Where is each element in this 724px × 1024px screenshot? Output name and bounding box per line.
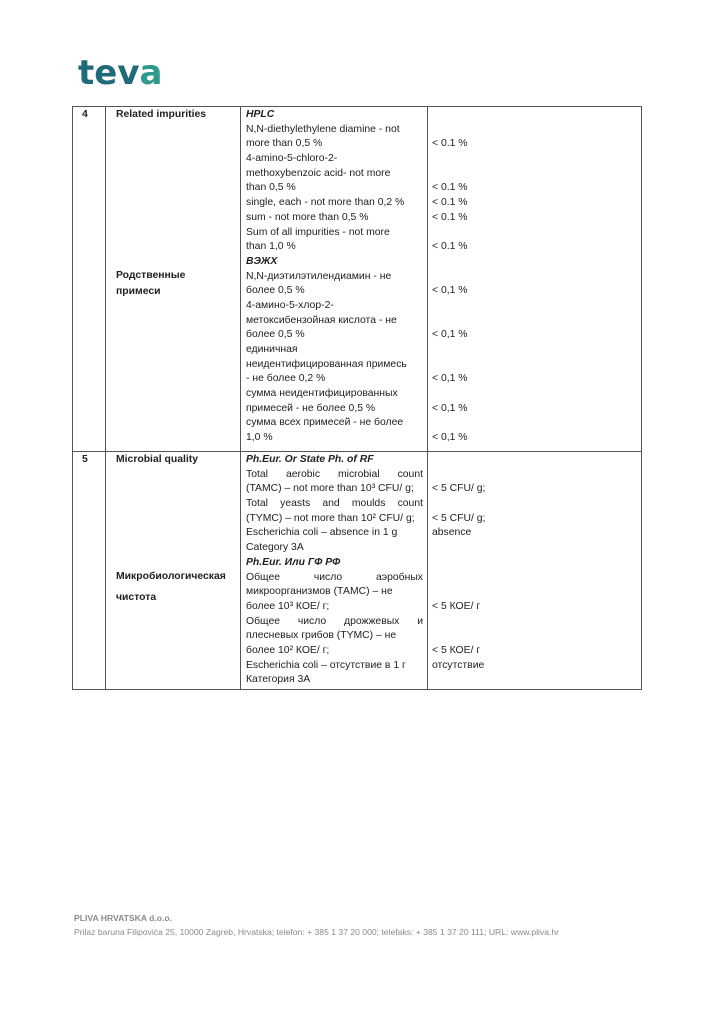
logo-text: tev — [78, 53, 140, 93]
result-value: < 5 КОЕ/ г — [432, 644, 481, 656]
parameter-name-ru-line: Родственные — [116, 269, 186, 281]
requirement-line: Escherichia coli – absence in 1 g — [246, 527, 398, 539]
requirement-line: sum - not more than 0,5 % — [246, 211, 369, 223]
requirement-line: methoxybenzoic acid- not more — [246, 167, 391, 179]
result-value: < 0.1 % — [432, 138, 468, 150]
method-en: HPLC — [246, 109, 275, 120]
requirement-line: than 1,0 % — [246, 241, 296, 253]
row-number: 5 — [73, 452, 106, 690]
footer-company: PLIVA HRVATSKA d.o.o. — [74, 913, 173, 923]
requirement-line: Общее число дрожжевых и — [246, 615, 423, 627]
requirement-line: неидентифицированная примесь — [246, 358, 407, 370]
method-ru: ВЭЖХ — [246, 255, 278, 267]
page-footer — [74, 911, 559, 939]
result-cell — [428, 452, 642, 690]
table-row — [73, 107, 642, 452]
requirement-line: сумма всех примесей - не более — [246, 417, 404, 429]
parameter-name-en: Microbial quality — [116, 454, 198, 465]
result-value: < 5 КОЕ/ г — [432, 600, 481, 612]
result-value: < 5 CFU/ g; — [432, 512, 486, 524]
teva-logo — [78, 53, 163, 93]
requirement-line: сумма неидентифицированных — [246, 388, 398, 400]
requirement-line: Total aerobic microbial count — [246, 468, 423, 480]
requirement-line: - не более 0,2 % — [246, 373, 326, 385]
parameter-name-cell — [106, 452, 241, 690]
method-en: Ph.Eur. Or State Ph. of RF — [246, 454, 374, 465]
requirement-cell — [241, 107, 428, 452]
requirement-cell — [241, 452, 428, 690]
requirement-line: (TYMC) – not more than 10² CFU/ g; — [246, 512, 415, 524]
requirement-line: плесневых грибов (ТYMC) – не — [246, 630, 397, 642]
result-value: < 0,1 % — [432, 329, 468, 341]
requirement-line: 4-амино-5-хлор-2- — [246, 299, 334, 311]
requirement-line: метоксибензойная кислота - не — [246, 314, 397, 326]
requirement-line: Общее число аэробных — [246, 571, 423, 583]
result-value: < 0,1 % — [432, 432, 468, 444]
table-row — [73, 452, 642, 690]
requirement-line: (TAMC) – not more than 10³ CFU/ g; — [246, 483, 414, 495]
parameter-name-en: Related impurities — [116, 109, 207, 120]
method-ru: Ph.Eur. Или ГФ РФ — [246, 556, 341, 568]
requirement-line: Total yeasts and moulds count — [246, 498, 423, 510]
requirement-line: N,N-diethylethylene diamine - not — [246, 123, 400, 135]
result-value: < 0,1 % — [432, 402, 468, 414]
requirement-line: more than 0,5 % — [246, 138, 323, 150]
requirement-line: единичная — [246, 344, 298, 355]
result-value: отсутствие — [432, 659, 485, 671]
requirement-line: более 0,5 % — [246, 329, 305, 341]
parameter-name-ru-line: чистота — [116, 592, 157, 604]
row-number: 4 — [73, 107, 106, 452]
result-value: < 0,1 % — [432, 285, 468, 297]
result-value: < 0,1 % — [432, 373, 468, 385]
result-value: < 0.1 % — [432, 182, 468, 194]
requirement-line: Sum of all impurities - not more — [246, 226, 390, 238]
requirement-line: than 0,5 % — [246, 182, 296, 194]
requirement-line: 1,0 % — [246, 432, 273, 444]
requirement-line: более 10³ КОЕ/ г; — [246, 600, 330, 612]
requirement-line: более 10² КОЕ/ г; — [246, 644, 330, 656]
requirement-line: N,N-диэтилэтилендиамин - не — [246, 270, 392, 282]
specification-table — [72, 106, 642, 690]
requirement-line: микроорганизмов (ТАМС) – не — [246, 586, 393, 598]
result-cell — [428, 107, 642, 452]
requirement-line: Category 3A — [246, 542, 304, 554]
result-value: < 0.1 % — [432, 241, 468, 253]
requirement-line: Категория 3А — [246, 674, 311, 686]
requirement-line: примесей - не более 0,5 % — [246, 402, 376, 414]
requirement-line: более 0,5 % — [246, 285, 305, 297]
logo-text-end: a — [139, 53, 163, 93]
parameter-name-cell — [106, 107, 241, 452]
result-value: < 0.1 % — [432, 211, 468, 223]
result-value: < 0.1 % — [432, 197, 468, 209]
parameter-name-ru-line: примеси — [116, 286, 161, 298]
parameter-name-ru-line: Микробиологическая — [116, 570, 226, 582]
result-value: < 5 CFU/ g; — [432, 483, 486, 495]
footer-address: Prilaz baruna Filipovića 25, 10000 Zagreb, Hrvatska; telefon: + 385 1 37 20 000; telefaks: + 385 1 37 20 111; URL: www.pliva.hr — [74, 927, 560, 937]
requirement-line: Escherichia coli – отсутствие в 1 г — [246, 659, 406, 671]
requirement-line: 4-amino-5-chloro-2- — [246, 153, 338, 165]
requirement-line: single, each - not more than 0,2 % — [246, 197, 405, 209]
result-value: absence — [432, 527, 472, 539]
